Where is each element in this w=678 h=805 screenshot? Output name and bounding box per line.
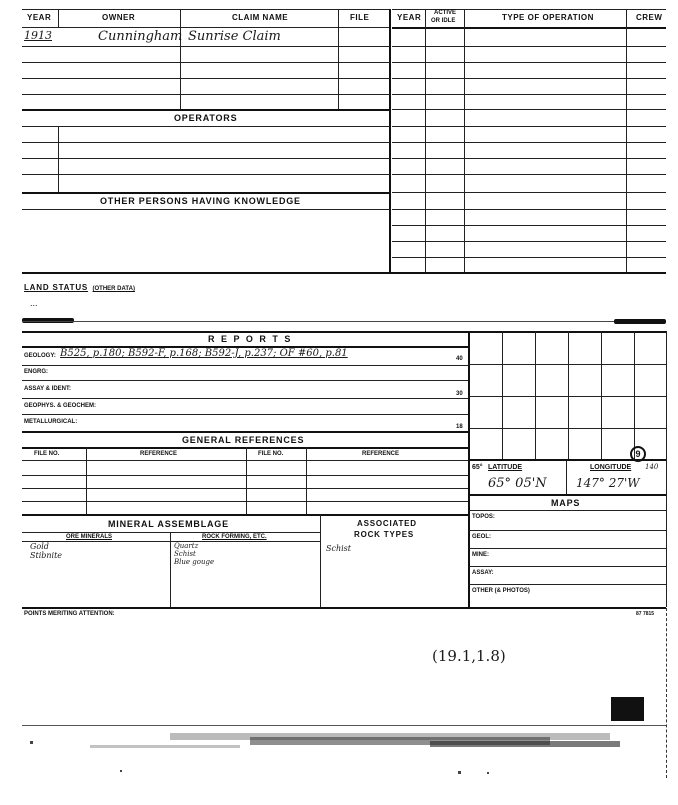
mineral-top-line xyxy=(22,514,468,516)
lat-prefix: 65° xyxy=(472,464,483,471)
longitude-suffix: 140 xyxy=(645,463,659,471)
row-line xyxy=(392,158,666,159)
assoc-title-2: ROCK TYPES xyxy=(354,530,415,539)
maps-mine: MINE: xyxy=(472,552,489,558)
land-status-rule xyxy=(22,321,666,322)
geophys-label: GEOPHYS. & GEOCHEM: xyxy=(24,403,97,409)
activity-year-header: YEAR xyxy=(397,13,422,22)
col-divider xyxy=(246,447,247,514)
col-divider xyxy=(58,126,59,192)
land-status xyxy=(24,277,135,295)
grid-row xyxy=(469,396,666,397)
ore-minerals-header: ORE MINERALS xyxy=(66,534,113,540)
row-line xyxy=(392,46,666,47)
col-divider xyxy=(626,9,627,272)
row-line xyxy=(22,46,390,47)
row-line xyxy=(392,174,666,175)
row-line xyxy=(22,94,390,95)
ore-mineral-1: Gold xyxy=(30,542,49,551)
latitude-label: LATITUDE xyxy=(488,464,523,471)
rock-forming-2: Schist xyxy=(174,550,196,558)
circled-number: 9 xyxy=(630,446,646,462)
claim-owner: Cunningham xyxy=(98,29,183,44)
mineral-header-line xyxy=(22,532,320,533)
right-edge-line xyxy=(666,608,667,778)
col-divider xyxy=(464,9,465,272)
mineral-title: MINERAL ASSEMBLAGE xyxy=(108,519,229,529)
operators-top-line xyxy=(22,109,390,111)
col-divider xyxy=(58,9,59,27)
noise-dot xyxy=(120,770,122,772)
crew-header: CREW xyxy=(636,13,663,22)
maps-assay: ASSAY: xyxy=(472,570,494,576)
ore-mineral-2: Stibnite xyxy=(30,551,63,560)
row-line xyxy=(22,78,390,79)
row-line xyxy=(22,414,468,415)
assoc-divider xyxy=(320,514,321,607)
reports-title: R E P O R T S xyxy=(208,334,293,344)
row-line xyxy=(469,566,666,567)
rock-forming-1: Quartz xyxy=(174,542,199,550)
file-no-header-1: FILE NO. xyxy=(34,451,60,457)
row-line xyxy=(469,548,666,549)
row-line xyxy=(22,174,390,175)
file-header: FILE xyxy=(350,13,370,22)
row-line xyxy=(392,225,666,226)
grid-row xyxy=(469,428,666,429)
black-square-mark xyxy=(611,697,644,721)
row-line xyxy=(22,488,468,489)
rock-forming-header: ROCK FORMING, ETC. xyxy=(202,534,267,540)
grid-col xyxy=(502,331,503,459)
form-number: 87 7815 xyxy=(636,611,655,617)
other-persons-title: OTHER PERSONS HAVING KNOWLEDGE xyxy=(100,196,301,206)
row-line xyxy=(22,126,390,127)
year-header: YEAR xyxy=(27,13,52,22)
claim-name-header: CLAIM NAME xyxy=(232,13,289,22)
owner-header: OWNER xyxy=(102,13,136,22)
row-line xyxy=(22,62,390,63)
general-refs-title: GENERAL REFERENCES xyxy=(182,435,305,445)
mineral-bottom-rule xyxy=(22,607,666,609)
metallurgical-num: 18 xyxy=(456,424,463,430)
points-meriting-label: POINTS MERITING ATTENTION: xyxy=(24,611,115,617)
row-line xyxy=(392,78,666,79)
maps-top-line xyxy=(469,494,666,496)
assoc-title-1: ASSOCIATED xyxy=(357,519,417,528)
lat-lon-divider xyxy=(566,460,567,494)
maps-other: OTHER (& PHOTOS) xyxy=(472,588,530,594)
claim-year: 1913 xyxy=(24,29,52,42)
noise-dot xyxy=(487,772,489,774)
row-line xyxy=(22,209,390,210)
row-line xyxy=(392,109,666,110)
maps-geol: GEOL: xyxy=(472,534,491,540)
noise-blot xyxy=(90,745,240,748)
land-status-sub: (OTHER DATA) xyxy=(92,286,135,292)
noise-dot xyxy=(458,771,461,774)
general-refs-top-line xyxy=(22,431,468,433)
geology-num: 40 xyxy=(456,356,463,362)
noise-blot xyxy=(430,741,620,747)
grid-coordinates: (19.1,1.8) xyxy=(432,647,506,665)
claim-table-header-line xyxy=(22,27,390,28)
rock-forming-3: Blue gouge xyxy=(174,558,215,566)
row-line xyxy=(392,94,666,95)
assoc-rock-1: Schist xyxy=(326,544,351,553)
ore-rock-divider xyxy=(170,532,171,607)
top-section-bottom-rule xyxy=(22,272,666,274)
row-line xyxy=(392,241,666,242)
latitude-value: 65° 05'N xyxy=(488,476,547,491)
grid-col xyxy=(634,331,635,459)
row-line xyxy=(392,62,666,63)
scan-mark-right xyxy=(614,319,666,324)
or-idle-header: OR IDLE xyxy=(431,18,456,24)
row-line xyxy=(392,192,666,193)
land-status-note: ... xyxy=(30,298,38,308)
longitude-label: LONGITUDE xyxy=(590,464,632,471)
maps-title: MAPS xyxy=(551,498,581,508)
reference-header-1: REFERENCE xyxy=(140,451,178,457)
file-no-header-2: FILE NO. xyxy=(258,451,284,457)
row-line xyxy=(469,584,666,585)
assay-num: 30 xyxy=(456,391,463,397)
row-line xyxy=(469,530,666,531)
geology-value: B525, p.180; B592-F, p.168; B592-J, p.237; OF #60, p.81 xyxy=(60,348,348,359)
row-line xyxy=(22,501,468,502)
row-line xyxy=(22,365,468,366)
claim-table-top-border xyxy=(22,9,390,10)
reference-header-2: REFERENCE xyxy=(362,451,400,457)
other-persons-top-line xyxy=(22,192,390,194)
grid-col xyxy=(535,331,536,459)
engrg-label: ENGRG: xyxy=(24,369,48,375)
assay-label: ASSAY & IDENT: xyxy=(24,386,72,392)
row-line xyxy=(392,209,666,210)
row-line xyxy=(22,475,468,476)
col-divider xyxy=(306,447,307,514)
type-of-operation-header: TYPE OF OPERATION xyxy=(502,13,594,22)
grid-col xyxy=(601,331,602,459)
row-line xyxy=(469,510,666,511)
grid-col xyxy=(568,331,569,459)
noise-dot xyxy=(30,741,33,744)
row-line xyxy=(392,257,666,258)
row-line xyxy=(392,126,666,127)
longitude-value: 147° 27'W xyxy=(576,476,640,490)
row-line xyxy=(22,460,468,461)
metallurgical-label: METALLURGICAL: xyxy=(24,419,78,425)
row-line xyxy=(22,380,468,381)
center-divider xyxy=(389,9,391,272)
general-refs-header-line xyxy=(22,447,468,449)
active-header: ACTIVE xyxy=(434,10,457,16)
row-line xyxy=(392,142,666,143)
maps-topos: TOPOS: xyxy=(472,514,495,520)
claim-name: Sunrise Claim xyxy=(188,29,281,44)
row-line xyxy=(22,142,390,143)
row-line xyxy=(22,158,390,159)
grid-right-border xyxy=(666,331,667,607)
col-divider xyxy=(425,9,426,272)
row-line xyxy=(22,398,468,399)
activity-header-line xyxy=(392,27,666,29)
reports-top-border xyxy=(22,331,666,333)
mineral-subheader-line xyxy=(22,541,320,542)
col-divider xyxy=(86,447,87,514)
grid-row xyxy=(469,364,666,365)
operators-title: OPERATORS xyxy=(174,113,238,123)
land-status-label: LAND STATUS xyxy=(24,283,89,292)
geology-label: GEOLOGY: xyxy=(24,353,56,359)
noise-line xyxy=(22,725,666,726)
